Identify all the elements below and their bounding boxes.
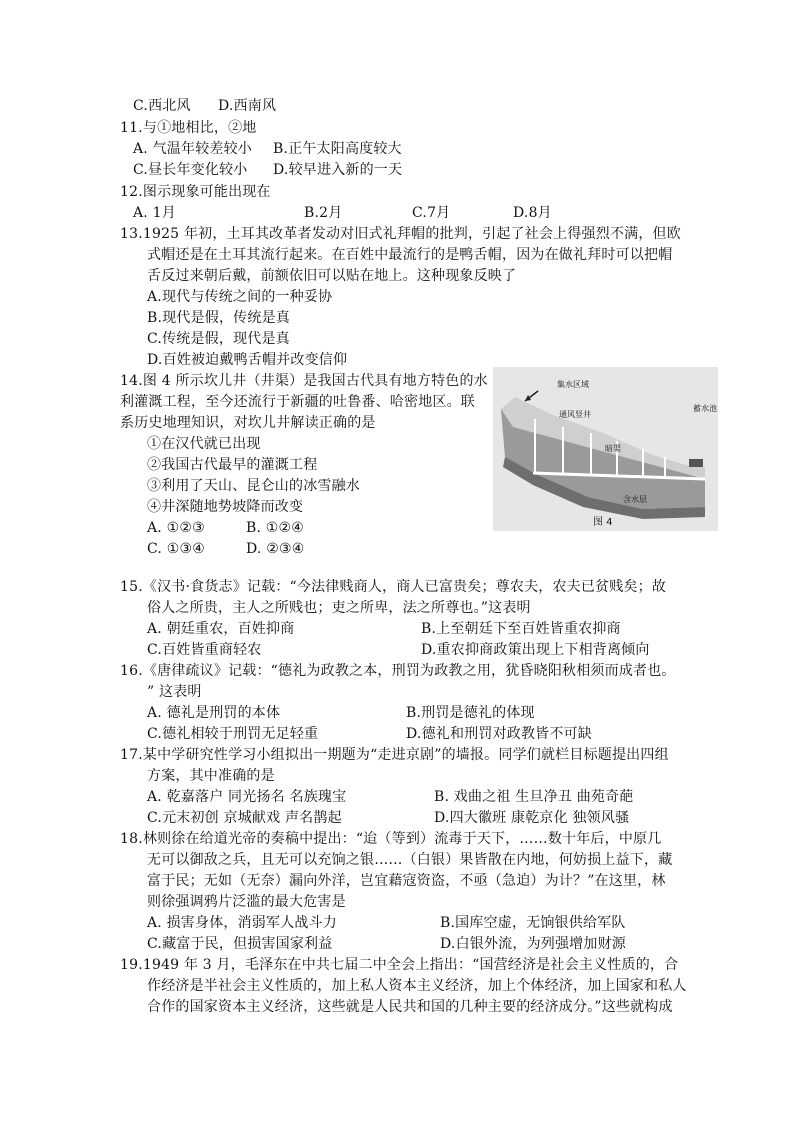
figure-caption: 图 4 <box>593 517 613 528</box>
q16-stem-line: ” 这表明 <box>147 684 202 700</box>
q13-option-a: A.现代与传统之间的一种妥协 <box>147 289 333 305</box>
q14-stem-line: 利灌溉工程，至今还流行于新疆的吐鲁番、哈密地区。联 <box>120 394 475 410</box>
q19-stem-line: 作经济是半社会主义性质的，加上私人资本主义经济，加上个体经济，加上国家和私人 <box>147 978 687 994</box>
q17-stem-line: 17.某中学研究性学习小组拟出一期题为“走进京剧”的墙报。同学们就栏目标题提出四组 <box>120 747 669 763</box>
q18-option-a: A. 损害身体，消弱军人战斗力 <box>147 915 338 931</box>
q14-option-a: A. ①②③ <box>147 520 205 536</box>
q13-stem-line: 舌反过来朝后戴，前额依旧可以贴在地上。这种现象反映了 <box>147 268 517 284</box>
q11-stem: 11.与①地相比，②地 <box>120 120 257 136</box>
q18-stem-line: 富于民；无如（无奈）漏向外洋，岂宜藉寇资盗，不亟（急迫）为计？”在这里，林 <box>147 873 666 889</box>
q13-option-b: B.现代是假，传统是真 <box>147 310 290 326</box>
q17-option-c: C.元末初创 京城献戏 声名鹊起 <box>147 810 342 826</box>
q16-stem-line: 16.《唐律疏议》记载：“德礼为政教之本，刑罚为政教之用，犹昏晓阳秋相须而成者也。 <box>120 663 676 679</box>
q16-option-b: B.刑罚是德礼的体现 <box>406 705 535 721</box>
q10-option-d: D.西南风 <box>218 98 277 114</box>
q14-item: ④井深随地势坡降而改变 <box>147 499 304 515</box>
q14-item: ①在汉代就已出现 <box>147 436 261 452</box>
q14-stem-line: 系历史地理知识，对坎儿井解读正确的是 <box>120 415 376 431</box>
q13-option-c: C.传统是假，现代是真 <box>147 331 290 347</box>
q16-option-d: D.德礼和刑罚对政教皆不可缺 <box>406 726 592 742</box>
q19-stem-line: 合作的国家资本主义经济，这些就是人民共和国的几种主要的经济成分。”这些就构成 <box>147 999 673 1015</box>
karez-diagram <box>493 367 718 531</box>
q18-option-d: D.白银外流，为列强增加财源 <box>440 936 626 952</box>
label-pool: 蓄水池 <box>693 404 717 413</box>
q18-option-c: C.藏富于民，但损害国家利益 <box>147 936 333 952</box>
q17-stem-line: 方案，其中准确的是 <box>147 768 275 784</box>
q14-option-b: B. ①②④ <box>246 520 305 536</box>
label-catchment: 集水区域 <box>557 380 589 389</box>
q18-stem-line: 无可以御敌之兵，且无可以充饷之银……（白银）果皆散在内地，何妨损上益下，藏 <box>147 852 673 868</box>
q17-option-b: B. 戏曲之祖 生旦净丑 曲苑奇葩 <box>434 789 634 805</box>
q10-option-c: C.西北风 <box>133 98 191 114</box>
q14-option-c: C. ①③④ <box>147 541 205 557</box>
q15-option-d: D.重农抑商政策出现上下相背离倾向 <box>421 642 650 658</box>
q14-stem-line: 14.图 4 所示坎儿井（井渠）是我国古代具有地方特色的水 <box>120 373 488 389</box>
q15-stem-line: 俗人之所贵，主人之所贱也；吏之所卑，法之所尊也。”这表明 <box>147 600 531 616</box>
q14-option-d: D. ②③④ <box>246 541 305 557</box>
q16-option-a: A. 德礼是刑罚的本体 <box>147 705 281 721</box>
q11-option-d: D.较早进入新的一天 <box>273 162 403 178</box>
karez-figure <box>493 367 718 531</box>
q17-option-d: D.四大徽班 康乾京化 独领风骚 <box>434 810 630 826</box>
label-shaft: 通风竖井 <box>559 410 591 419</box>
q14-item: ③利用了天山、昆仑山的冰雪融水 <box>147 478 360 494</box>
q15-option-c: C.百姓皆重商轻农 <box>147 642 262 658</box>
q17-option-a: A. 乾嘉落户 同光扬名 名族瑰宝 <box>147 789 347 805</box>
q13-stem-line: 式帽还是在土耳其流行起来。在百姓中最流行的是鸭舌帽，因为在做礼拜时可以把帽 <box>147 247 673 263</box>
q14-item: ②我国古代最早的灌溉工程 <box>147 457 318 473</box>
q13-stem-line: 13.1925 年初，土耳其改革者发动对旧式礼拜帽的批判，引起了社会上得强烈不满，但欧 <box>120 226 681 242</box>
q12-option-a: A. 1月 <box>133 205 176 221</box>
q16-option-c: C.德礼相较于刑罚无足轻重 <box>147 726 319 742</box>
q18-option-b: B.国库空虚，无饷银供给军队 <box>440 915 626 931</box>
q15-option-b: B.上至朝廷下至百姓皆重农抑商 <box>421 621 621 637</box>
q18-stem-line: 则徐强调鸦片泛滥的最大危害是 <box>147 894 346 910</box>
q11-option-a: A. 气温年较差较小 <box>133 141 253 157</box>
reservoir <box>689 459 703 467</box>
q12-option-b: B.2月 <box>304 205 343 221</box>
q12-stem: 12.图示现象可能出现在 <box>120 184 271 200</box>
q15-option-a: A. 朝廷重农，百姓抑商 <box>147 621 295 637</box>
q11-option-b: B.正午太阳高度较大 <box>273 141 402 157</box>
q12-option-c: C.7月 <box>412 205 451 221</box>
q19-stem-line: 19.1949 年 3 月，毛泽东在中共七届二中全会上指出：“国营经济是社会主义性质的，合 <box>120 957 679 973</box>
q18-stem-line: 18.林则徐在给道光帝的奏稿中提出：“迨（等到）流毒于天下，……数十年后，中原几 <box>120 831 662 847</box>
label-aquifer: 含水层 <box>623 495 647 504</box>
q11-option-c: C.昼长年变化较小 <box>133 162 248 178</box>
q12-option-d: D.8月 <box>513 205 552 221</box>
q15-stem-line: 15.《汉书·食货志》记载：“今法律贱商人，商人已富贵矣；尊农夫，农夫已贫贱矣；故 <box>120 579 667 595</box>
label-channel: 暗渠 <box>605 444 621 453</box>
q13-option-d: D.百姓被迫戴鸭舌帽并改变信仰 <box>147 352 348 368</box>
